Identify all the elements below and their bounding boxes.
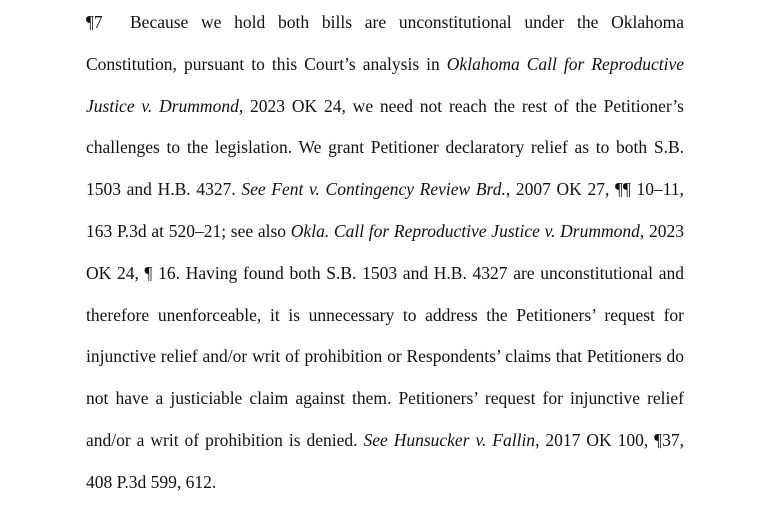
- text-run: Because we hold both bills are unconstitutional under the Oklahoma: [130, 12, 684, 32]
- case-citation: Okla. Call for Reproductive Justice v. Drummond: [290, 221, 640, 241]
- text-line: [86, 387, 684, 409]
- text-line: [86, 95, 684, 117]
- text-line: [86, 304, 684, 326]
- case-citation: See Hunsucker v. Fallin: [363, 430, 536, 450]
- text-run: , 2023 OK 24, we need not reach the rest of the Petitioner’s: [238, 95, 684, 116]
- case-citation: Oklahoma Call for Reproductive: [446, 53, 684, 74]
- text-line: [86, 11, 684, 33]
- text-run: not have a justiciable claim against them. Petitioners’ request for injunctive relief: [86, 388, 684, 409]
- text-line: [86, 178, 684, 200]
- text-line: [86, 53, 684, 75]
- case-citation: See Fent v. Contingency Review Brd.: [241, 179, 506, 200]
- text-line: [86, 429, 684, 451]
- text-run: , 2007 OK 27, ¶¶ 10–11,: [505, 179, 684, 200]
- text-run: 163 P.3d at 520–21; see also: [86, 221, 291, 241]
- paragraph-number: ¶7: [86, 12, 103, 32]
- text-run: OK 24, ¶ 16. Having found both S.B. 1503 and H.B. 4327 are unconstitutional and: [86, 262, 684, 283]
- text-run: 408 P.3d 599, 612.: [86, 471, 217, 492]
- text-run: , 2023: [639, 221, 685, 241]
- text-line: [86, 262, 684, 284]
- text-run: and/or a writ of prohibition is denied.: [86, 430, 364, 450]
- case-citation: Justice v. Drummond: [86, 95, 239, 116]
- text-line: [86, 136, 684, 158]
- text-line: [86, 471, 684, 493]
- text-run: injunctive relief and/or writ of prohibition or Respondents’ claims that Petitioners do: [86, 346, 684, 367]
- text-run: challenges to the legislation. We grant Petitioner declaratory relief as to both S.B.: [86, 137, 684, 158]
- text-run: , 2017 OK 100, ¶37,: [535, 430, 684, 450]
- text-run: Constitution, pursuant to this Court’s analysis in: [86, 53, 447, 74]
- text-line: [86, 345, 684, 367]
- text-line: [86, 220, 684, 242]
- text-run: therefore unenforceable, it is unnecessary to address the Petitioners’ request for: [86, 304, 684, 325]
- text-run: 1503 and H.B. 4327.: [86, 179, 242, 200]
